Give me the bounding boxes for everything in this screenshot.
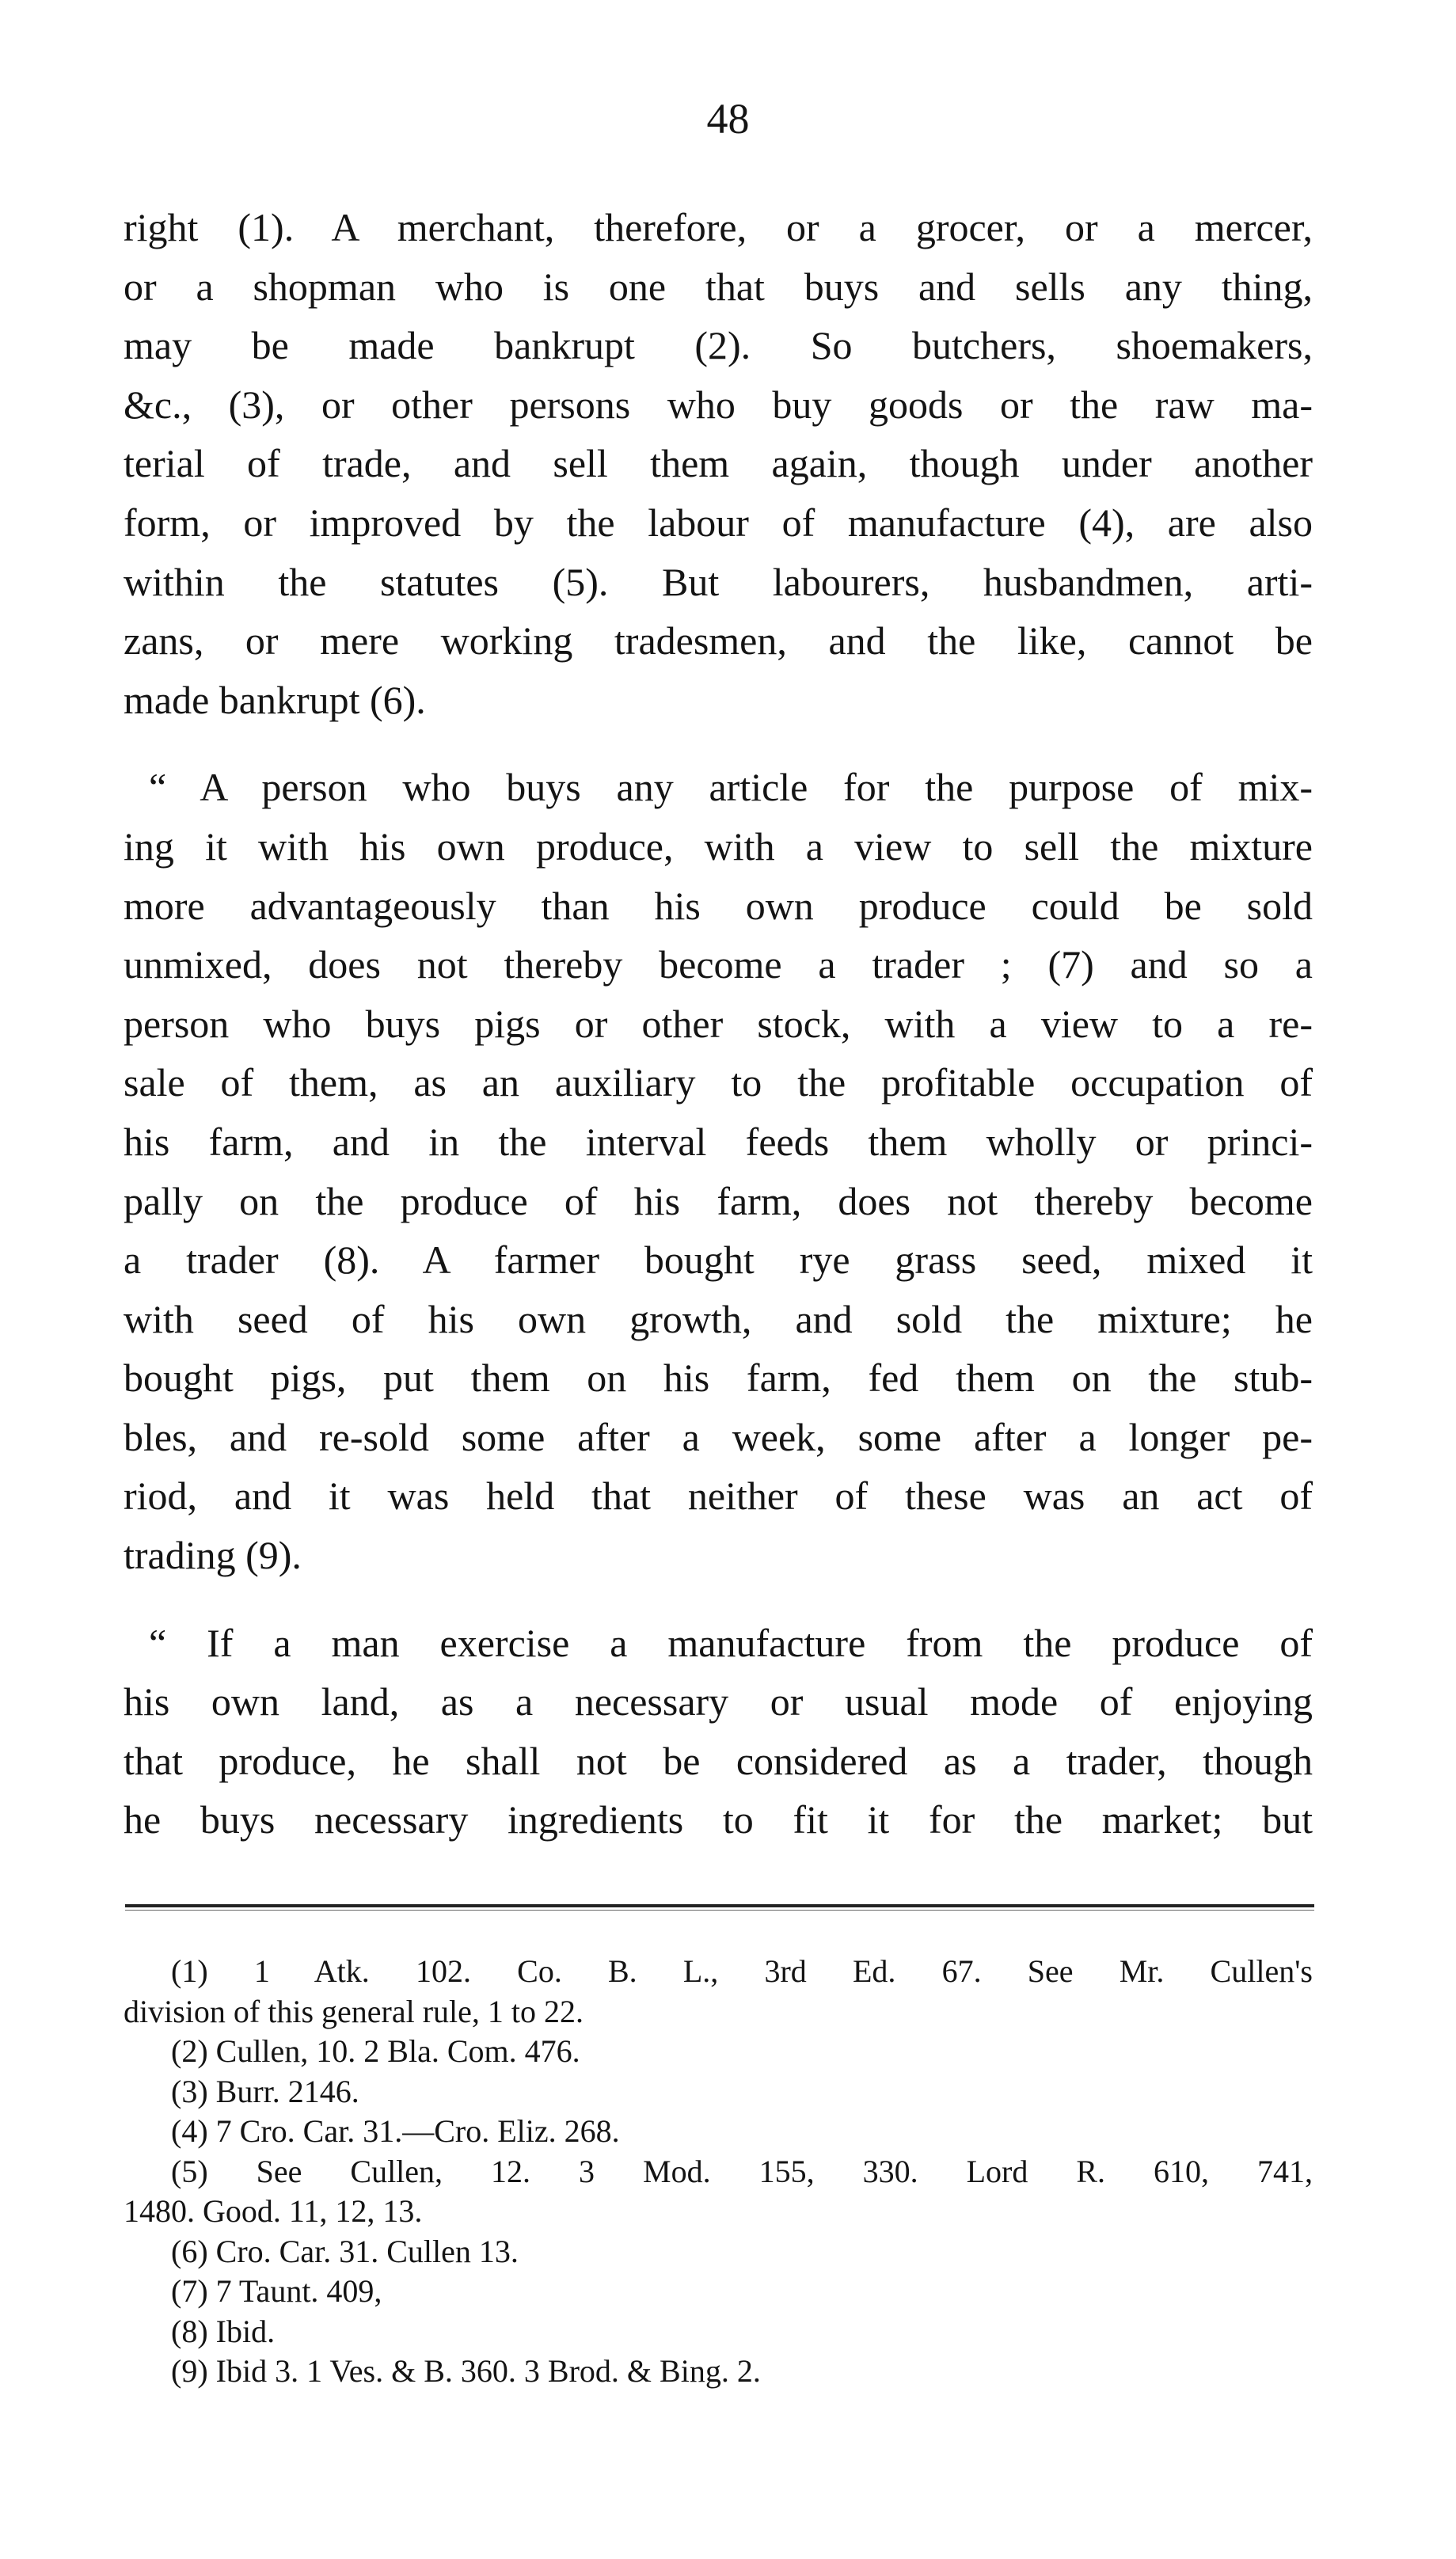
paragraph-gap (124, 729, 1313, 758)
text-line: bought pigs, put them on his farm, fed them on the stub- (124, 1356, 1313, 1401)
text-line: made bankrupt (6). (124, 677, 426, 722)
footnote-line: (3) Burr. 2146. (171, 2073, 359, 2109)
text-line: that produce, he shall not be considered as a trader, though (124, 1738, 1313, 1783)
footnote-rule-thin (125, 1910, 1314, 1911)
text-line: unmixed, does not thereby become a trader ; (7) and so a (124, 942, 1313, 987)
text-line: he buys necessary ingredients to fit it for the market; but (124, 1797, 1313, 1842)
text-line: pally on the produce of his farm, does not thereby become (124, 1178, 1313, 1223)
text-line: bles, and re-sold some after a week, some after a longer pe- (124, 1414, 1313, 1459)
text-line: zans, or mere working tradesmen, and the like, cannot be (124, 618, 1313, 664)
footnote-line: (8) Ibid. (171, 2313, 276, 2349)
paragraph-2 (124, 758, 1313, 1584)
footnote-line: (1) 1 Atk. 102. Co. B. L., 3rd Ed. 67. See Mr. Cullen's (171, 1953, 1313, 1989)
text-line: “ A person who buys any article for the purpose of mix- (149, 765, 1313, 810)
paragraph-gap (124, 1585, 1313, 1614)
footnote-line: (4) 7 Cro. Car. 31.—Cro. Eliz. 268. (171, 2113, 620, 2149)
text-line: terial of trade, and sell them again, though under another (124, 441, 1313, 486)
text-line: more advantageously than his own produce could be sold (124, 883, 1313, 928)
footnote-rule (125, 1904, 1314, 1907)
text-line: a trader (8). A farmer bought rye grass seed, mixed it (124, 1238, 1313, 1283)
footnote-line: (7) 7 Taunt. 409, (171, 2273, 382, 2309)
footnote-line: (2) Cullen, 10. 2 Bla. Com. 476. (171, 2033, 580, 2069)
text-line: person who buys pigs or other stock, with a view to a re- (124, 1001, 1313, 1046)
footnote-line: (9) Ibid 3. 1 Ves. & B. 360. 3 Brod. & Bing. 2. (171, 2353, 761, 2389)
footnote-line: (5) See Cullen, 12. 3 Mod. 155, 330. Lord R. 610, 741, (171, 2153, 1313, 2189)
paragraph-1 (124, 198, 1313, 729)
text-line: trading (9). (124, 1533, 302, 1578)
text-line: with seed of his own growth, and sold the mixture; he (124, 1296, 1313, 1341)
footnote-line: (6) Cro. Car. 31. Cullen 13. (171, 2233, 519, 2269)
text-line: sale of them, as an auxiliary to the profitable occupation of (124, 1060, 1313, 1105)
footnote-line: division of this general rule, 1 to 22. (124, 1993, 584, 2029)
text-line: “ If a man exercise a manufacture from the produce of (149, 1620, 1313, 1665)
text-line: may be made bankrupt (2). So butchers, shoemakers, (124, 323, 1313, 368)
body-text (124, 198, 1313, 1850)
footnotes (124, 1952, 1313, 2392)
paragraph-3 (124, 1614, 1313, 1850)
text-line: form, or improved by the labour of manufacture (4), are also (124, 500, 1313, 545)
text-line: within the statutes (5). But labourers, husbandmen, arti- (124, 559, 1313, 604)
text-line: ing it with his own produce, with a view to sell the mixture (124, 823, 1313, 869)
text-line: right (1). A merchant, therefore, or a grocer, or a mercer, (124, 205, 1313, 249)
footnote-line: 1480. Good. 11, 12, 13. (124, 2193, 423, 2229)
text-line: riod, and it was held that neither of these was an act of (124, 1473, 1313, 1519)
text-line: or a shopman who is one that buys and sells any thing, (124, 264, 1313, 309)
text-line: his farm, and in the interval feeds them wholly or princi- (124, 1119, 1313, 1164)
text-line: &c., (3), or other persons who buy goods or the raw ma- (124, 382, 1313, 427)
text-line: his own land, as a necessary or usual mode of enjoying (124, 1679, 1313, 1724)
page-number: 48 (706, 95, 750, 143)
